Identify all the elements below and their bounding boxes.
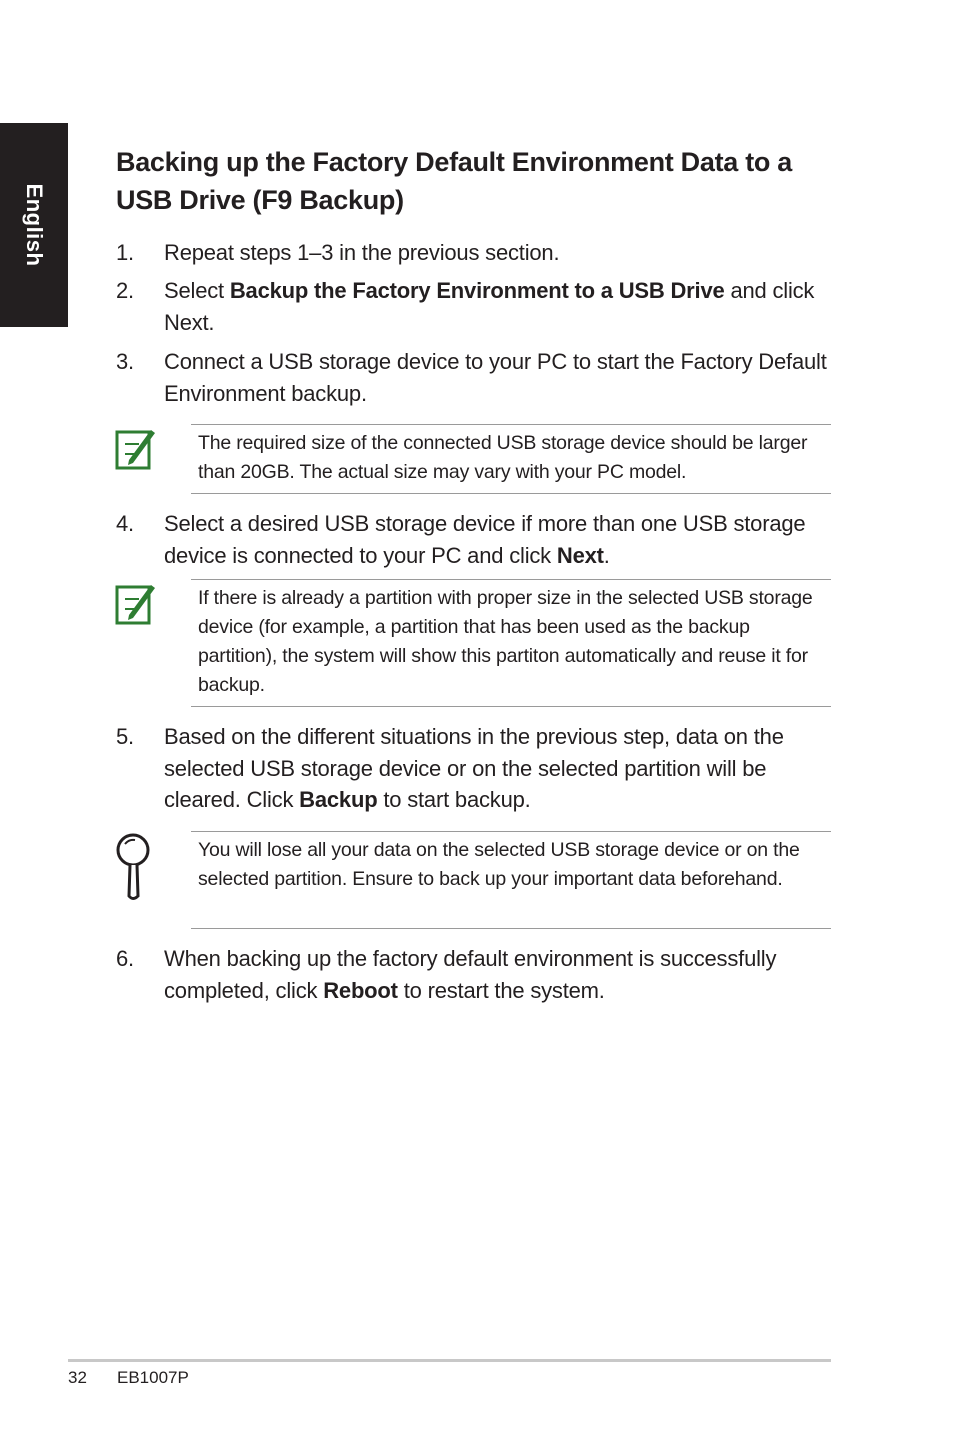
note-text: If there is already a partition with proper size in the selected USB storage device (for example, a partition that has been used as the backup partition), the system will show this partiton automatically and reuse it for backup. <box>198 587 813 696</box>
note-box <box>191 424 831 494</box>
step-text-bold: Reboot <box>323 977 398 1003</box>
step-text <box>164 721 836 816</box>
step-text-pre: When backing up the factory default environment is successfully completed, click <box>164 946 777 1003</box>
language-tab <box>0 123 68 327</box>
magnifier-icon <box>113 832 153 907</box>
note-pencil-icon <box>115 581 157 632</box>
step-number: 1. <box>116 240 134 265</box>
step-number: 4. <box>116 511 134 536</box>
step-5 <box>116 721 836 816</box>
step-text-post: . <box>603 542 610 568</box>
step-number: 5. <box>116 724 134 749</box>
step-number: 2. <box>116 278 134 303</box>
step-3 <box>116 346 836 409</box>
step-text <box>164 508 836 571</box>
step-text: Repeat steps 1–3 in the previous section. <box>164 240 560 265</box>
step-2 <box>116 275 836 338</box>
step-text-bold: Next <box>556 542 604 568</box>
step-text-pre: Based on the different situations in the previous step, data on the selected USB storage device or on the selected partition will be cleared. Click <box>164 724 784 812</box>
step-text: Connect a USB storage device to your PC to start the Factory Default Environment backup. <box>164 349 827 406</box>
note-box <box>191 831 831 929</box>
step-4 <box>116 508 836 571</box>
step-number: 3. <box>116 349 134 374</box>
step-text-bold: Backup the Factory Environment to a USB Drive <box>229 278 725 303</box>
language-tab-label: English <box>22 183 47 267</box>
step-6 <box>116 943 836 1006</box>
step-text-pre: Select a desired USB storage device if more than one USB storage device is connected to your PC and click <box>164 511 806 568</box>
model-name: EB1007P <box>117 1368 189 1387</box>
step-text-post: to start backup. <box>377 787 531 812</box>
step-number: 6. <box>116 946 134 971</box>
note-text: You will lose all your data on the selected USB storage device or on the selected partition. Ensure to back up your important data beforehand. <box>198 839 800 890</box>
page-title: Backing up the Factory Default Environment Data to a USB Drive (F9 Backup) <box>116 147 793 215</box>
footer-divider <box>68 1359 831 1362</box>
step-1 <box>116 237 836 269</box>
step-text-bold: Backup <box>299 787 378 812</box>
step-text <box>164 275 836 338</box>
step-text <box>164 943 836 1006</box>
step-text-post: to restart the system. <box>397 977 605 1003</box>
note-box <box>191 579 831 707</box>
note-text: The required size of the connected USB storage device should be larger than 20GB. The actual size may vary with your PC model. <box>198 432 808 483</box>
note-pencil-icon <box>115 426 157 477</box>
step-text-pre: Select <box>164 278 230 303</box>
page-number: 32 <box>68 1368 87 1387</box>
step-text-post: and click Next. <box>164 278 815 335</box>
